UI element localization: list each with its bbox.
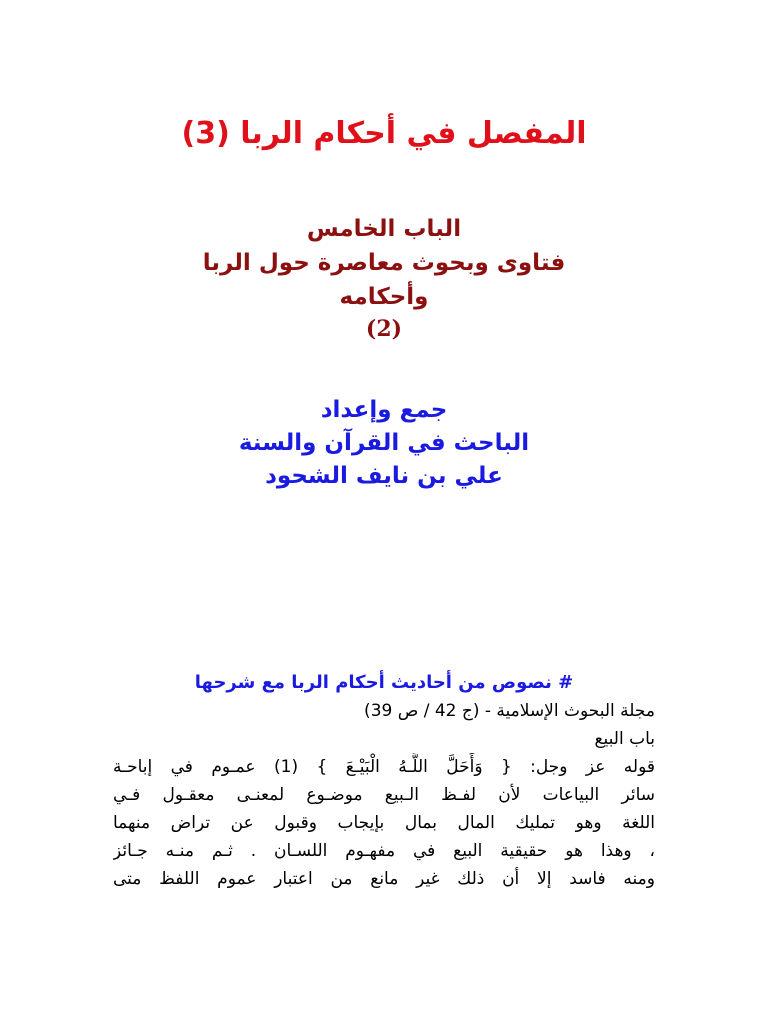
chapter-block [0, 212, 768, 314]
text-line: اللغة وهو تمليك المال بمال بإيجاب وقبول عن تراض منهما [113, 813, 655, 833]
author-block [0, 394, 768, 493]
chapter-subject: فتاوى وبحوث معاصرة حول الربا [202, 250, 566, 276]
section-heading: # نصوص من أحاديث أحكام الربا مع شرحها [194, 672, 574, 693]
text-line: قوله عز وجل: { وَأَحَلَّ اللَّـهُ الْبَيْـعَ } (1) عمـوم في إباحـة [113, 757, 655, 777]
chapter-label: الباب الخامس [306, 216, 462, 242]
body-text [113, 697, 655, 893]
document-title: المفصل في أحكام الربا (3) [181, 116, 587, 151]
text-line: باب البيع [594, 729, 655, 749]
text-line: مجلة البحوث الإسلامية - (ج 42 / ص 39) [364, 701, 655, 721]
text-line: سائر البياعات لأن لفـظ الـبيع موضـوع لمعنـى معقـول فـي [113, 785, 655, 805]
compiled-by-label: جمع وإعداد [320, 397, 448, 423]
author-title: الباحث في القرآن والسنة [238, 430, 530, 456]
chapter-part-number: (2) [365, 316, 403, 342]
author-name: علي بن نايف الشحود [265, 463, 503, 489]
chapter-subject-cont: وأحكامه [339, 284, 429, 310]
text-line: ومنه فاسد إلا أن ذلك غير مانع من اعتبار عموم اللفظ متى [113, 869, 655, 889]
text-line: ، وهذا هو حقيقية البيع في مفهـوم اللسـان . ثـم منـه جـائز [113, 841, 655, 861]
